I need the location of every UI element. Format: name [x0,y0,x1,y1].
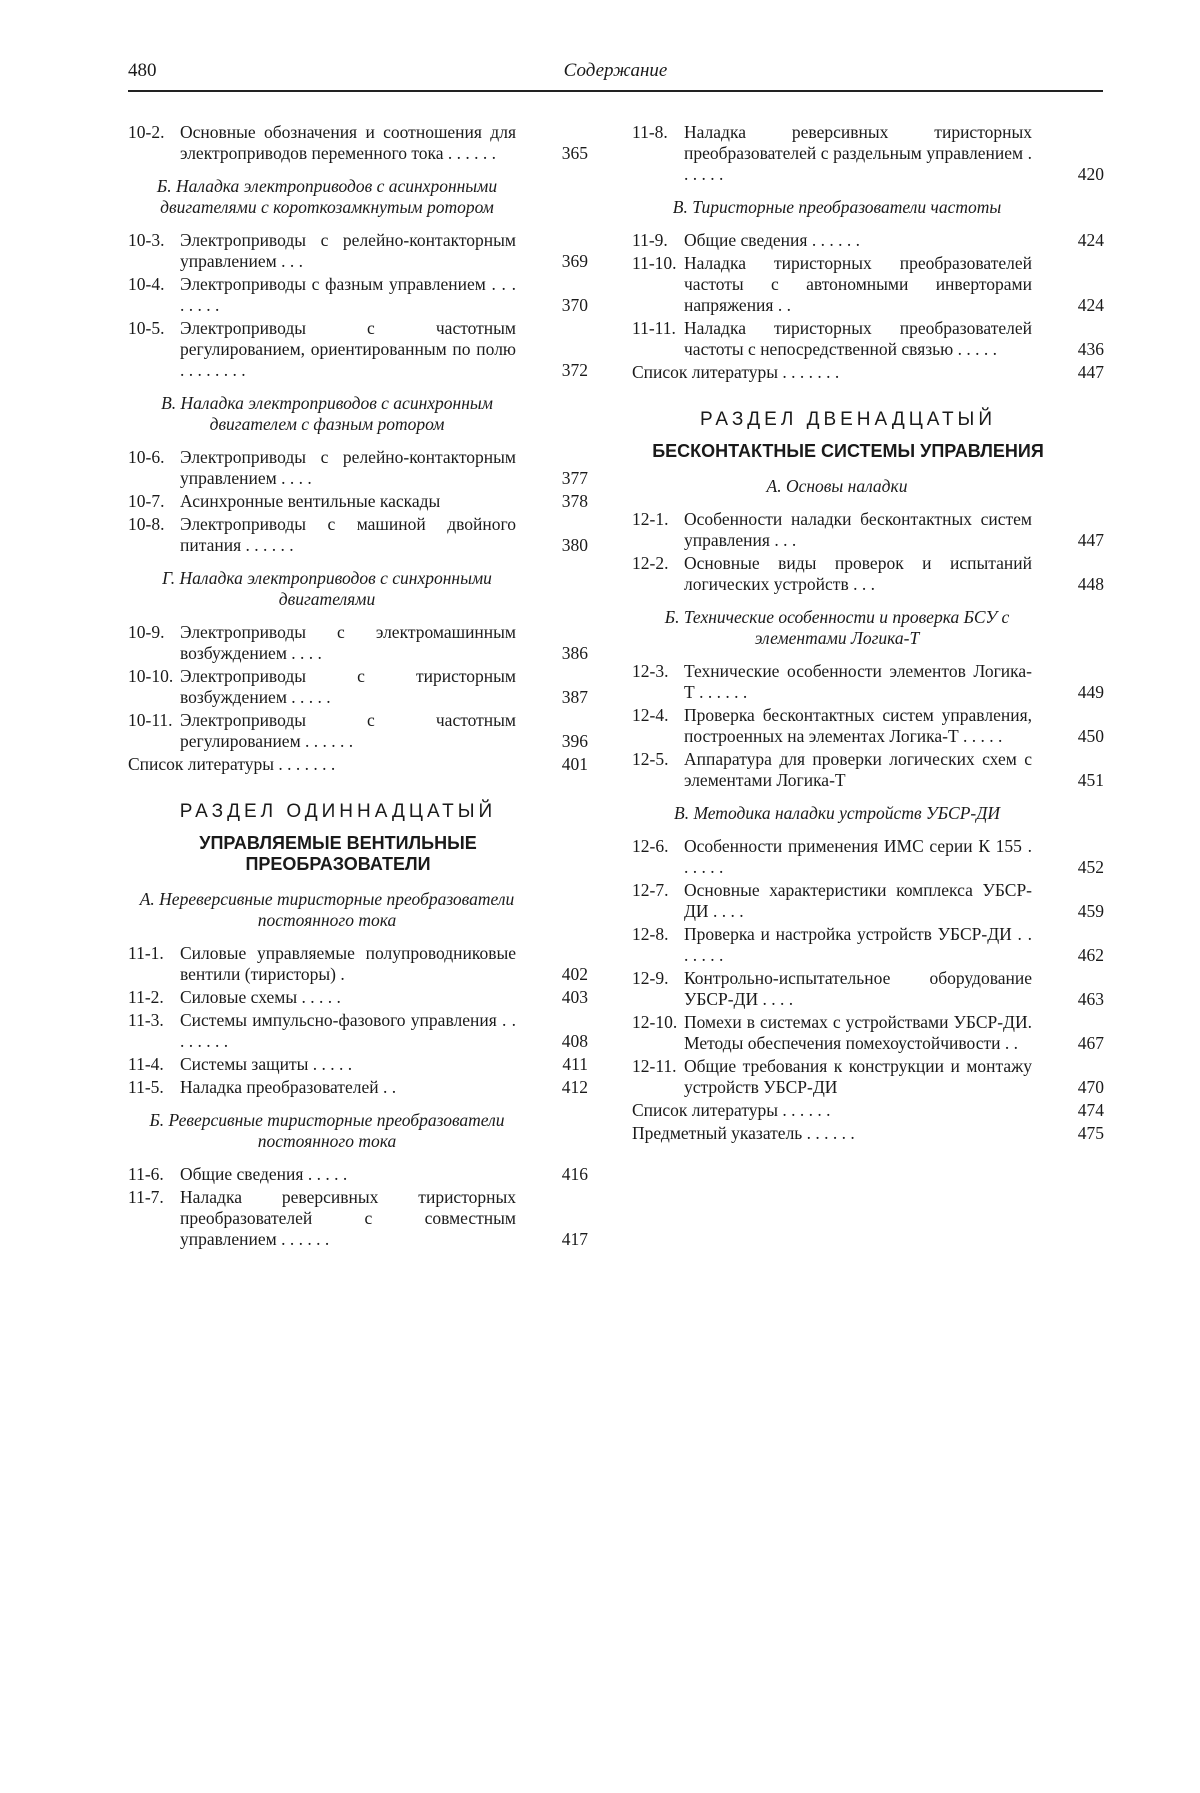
toc-entry [128,1187,588,1250]
toc-entry-title: Список литературы . . . . . . . [128,754,336,774]
toc-entry [632,553,1104,595]
toc-entry-page: 448 [1077,574,1104,594]
toc-entry-page: 467 [1077,1033,1104,1053]
toc-entry-page: 369 [561,251,588,271]
toc-entry [128,447,588,489]
toc-entry-title: Наладка тиристорных преобразователей частоты с автономными инверторами напряжения . . [684,253,1032,315]
toc-entry-number: 11-3. [128,1010,164,1030]
toc-block [128,447,588,556]
toc-entry-page: 403 [561,987,588,1007]
toc-entry [632,318,1104,360]
toc-entry-page: 370 [561,295,588,315]
toc-entry [632,880,1104,922]
toc-entry-title: Проверка бесконтактных систем управления, построенных на элементах Логика-Т . . . . . [684,705,1032,746]
toc-block [632,230,1104,383]
toc-entry [128,1164,588,1185]
toc-entry-number: 12-5. [632,749,669,769]
toc-entry-title: Список литературы . . . . . . [632,1100,831,1120]
toc-entry-title: Особенности наладки бесконтактных систем управления . . . [684,509,1032,550]
toc-entry [632,509,1104,551]
toc-entry [128,666,588,708]
toc-entry-title: Электроприводы с машиной двойного питания . . . . . . [180,514,516,555]
toc-entry-number: 10-11. [128,710,173,730]
toc-entry-page: 450 [1077,726,1104,746]
toc-entry-title: Электроприводы с электромашинным возбуждением . . . . [180,622,516,663]
toc-entry-number: 10-7. [128,491,165,511]
toc-entry-page: 452 [1077,857,1104,877]
toc-entry-page: 380 [561,535,588,555]
toc-entry-number: 11-7. [128,1187,164,1207]
toc-entry [632,1123,1104,1144]
toc-entry [128,1054,588,1075]
toc-entry-title: Основные характеристики комплекса УБСР-ДИ . . . . [684,880,1032,921]
toc-entry-title: Основные виды проверок и испытаний логических устройств . . . [684,553,1032,594]
toc-entry-number: 10-5. [128,318,165,338]
page-number: 480 [128,60,157,81]
toc-entry [632,705,1104,747]
toc-block [632,836,1104,1144]
toc-entry-number: 10-4. [128,274,165,294]
toc-entry-page: 417 [561,1229,588,1249]
toc-entry-number: 11-10. [632,253,677,273]
toc-entry-page: 451 [1077,770,1104,790]
toc-entry-number: 11-11. [632,318,676,338]
toc-block [128,122,588,164]
toc-left-column [128,122,588,1252]
toc-entry-number: 11-5. [128,1077,164,1097]
toc-entry [128,274,588,316]
toc-entry-title: Электроприводы с релейно-контакторным управлением . . . [180,230,516,271]
toc-entry-number: 11-2. [128,987,164,1007]
toc-entry-page: 396 [561,731,588,751]
toc-block [128,943,588,1098]
toc-entry-title: Наладка реверсивных тиристорных преобразователей с совместным управлением . . . . . . [180,1187,516,1249]
toc-block [632,122,1104,185]
toc-entry [632,661,1104,703]
toc-entry [128,1010,588,1052]
toc-entry-title: Наладка преобразователей . . [180,1077,397,1097]
toc-entry [128,1077,588,1098]
toc-entry [128,943,588,985]
toc-entry [128,122,588,164]
toc-entry-number: 11-8. [632,122,668,142]
toc-entry-title: Список литературы . . . . . . . [632,362,840,382]
toc-entry [128,318,588,381]
toc-subsection-heading: Б. Реверсивные тиристорные преобразователи постоянного тока [149,1110,505,1151]
toc-entry-number: 10-10. [128,666,174,686]
toc-entry-title: Аппаратура для проверки логических схем с элементами Логика-Т [684,749,1032,790]
toc-entry [632,253,1104,316]
toc-entry-number: 12-6. [632,836,669,856]
part-title: БЕСКОНТАКТНЫЕ СИСТЕМЫ УПРАВЛЕНИЯ [652,441,1044,461]
toc-entry-title: Проверка и настройка устройств УБСР-ДИ . . . . . . . [684,924,1032,965]
toc-entry-page: 447 [1077,362,1104,382]
toc-subsection-heading: А. Основы наладки [766,476,908,496]
toc-entry-title: Особенности применения ИМС серии К 155 . . . . . . [684,836,1032,877]
toc-entry-page: 447 [1077,530,1104,550]
toc-subsection-heading: В. Тиристорные преобразователи частоты [672,197,1002,217]
toc-entry [632,924,1104,966]
toc-entry-title: Системы импульсно-фазового управления . . . . . . . . [180,1010,516,1051]
toc-entry-page: 412 [561,1077,588,1097]
toc-block [632,661,1104,791]
toc-entry-title: Наладка тиристорных преобразователей частоты с непосредственной связью . . . . . [684,318,1032,359]
toc-subsection-heading: Б. Наладка электроприводов с асинхронными двигателями с короткозамкнутым ротором [156,176,498,217]
page-title: Содержание [563,60,668,81]
toc-entry-title: Общие требования к конструкции и монтажу устройств УБСР-ДИ [684,1056,1032,1097]
toc-entry-number: 12-10. [632,1012,678,1032]
toc-entry-number: 10-2. [128,122,165,142]
toc-entry-number: 11-9. [632,230,668,250]
toc-entry-number: 12-8. [632,924,669,944]
toc-entry [128,514,588,556]
toc-entry [128,754,588,775]
toc-entry-page: 475 [1077,1123,1104,1143]
toc-entry-number: 10-6. [128,447,165,467]
toc-entry-number: 12-7. [632,880,669,900]
toc-entry-number: 10-9. [128,622,165,642]
toc-entry [128,987,588,1008]
toc-entry-number: 11-4. [128,1054,164,1074]
toc-entry-page: 402 [561,964,588,984]
toc-entry-page: 462 [1077,945,1104,965]
toc-entry-page: 474 [1077,1100,1104,1120]
toc-entry-page: 378 [561,491,588,511]
toc-entry [632,1012,1104,1054]
toc-entry-page: 408 [561,1031,588,1051]
toc-entry [632,1100,1104,1121]
toc-entry-title: Предметный указатель . . . . . . [632,1123,855,1143]
toc-block [128,230,588,381]
toc-entry [632,1056,1104,1098]
toc-entry-page: 377 [561,468,588,488]
toc-entry [128,710,588,752]
toc-entry [128,230,588,272]
part-label: РАЗДЕЛ ДВЕНАДЦАТЫЙ [699,409,997,430]
toc-entry [632,968,1104,1010]
toc-subsection-heading: В. Наладка электроприводов с асинхронным двигателем с фазным ротором [161,393,493,434]
toc-entry-number: 11-1. [128,943,164,963]
part-title: УПРАВЛЯЕМЫЕ ВЕНТИЛЬНЫЕ ПРЕОБРАЗОВАТЕЛИ [199,833,477,874]
toc-entry-number: 11-6. [128,1164,164,1184]
toc-entry [632,230,1104,251]
toc-entry-page: 416 [561,1164,588,1184]
toc-entry-page: 401 [561,754,588,774]
toc-entry-title: Силовые схемы . . . . . [180,987,341,1007]
toc-entry-title: Асинхронные вентильные каскады [180,491,441,511]
toc-entry-number: 12-4. [632,705,669,725]
toc-entry-title: Технические особенности элементов Логика-Т . . . . . . [684,661,1032,702]
toc-entry-number: 10-8. [128,514,165,534]
toc-entry [632,749,1104,791]
toc-entry [128,622,588,664]
toc-entry-page: 365 [561,143,588,163]
toc-entry-title: Основные обозначения и соотношения для электроприводов переменного тока . . . . . . [180,122,516,163]
toc-entry-number: 12-1. [632,509,669,529]
toc-entry-page: 372 [561,360,588,380]
toc-entry-title: Электроприводы с частотным регулированием . . . . . . [180,710,516,751]
toc-entry-title: Электроприводы с релейно-контакторным управлением . . . . [180,447,516,488]
toc-entry [632,362,1104,383]
toc-entry-page: 420 [1077,164,1104,184]
toc-entry-title: Наладка реверсивных тиристорных преобразователей с раздельным управлением . . . . . . [684,122,1032,184]
toc-block [128,622,588,775]
toc-entry-page: 459 [1077,901,1104,921]
toc-entry-number: 12-2. [632,553,669,573]
toc-entry [632,836,1104,878]
toc-subsection-heading: А. Нереверсивные тиристорные преобразователи постоянного тока [139,889,515,930]
toc-entry-title: Электроприводы с частотным регулированием, ориентированным по полю . . . . . . . . [180,318,516,380]
toc-entry-page: 449 [1077,682,1104,702]
toc-entry-page: 411 [562,1054,588,1074]
part-label: РАЗДЕЛ ОДИННАДЦАТЫЙ [179,801,497,822]
toc-entry-page: 470 [1077,1077,1104,1097]
toc-entry-number: 12-11. [632,1056,677,1076]
toc-entry-number: 10-3. [128,230,165,250]
toc-block [632,509,1104,595]
toc-entry-title: Электроприводы с тиристорным возбуждением . . . . . [180,666,516,707]
toc-right-column [632,122,1104,1146]
toc-entry [632,122,1104,185]
toc-entry-page: 436 [1077,339,1104,359]
toc-subsection-heading: В. Методика наладки устройств УБСР-ДИ [674,803,1000,823]
toc-entry-page: 424 [1077,295,1104,315]
toc-entry-title: Общие сведения . . . . . [180,1164,348,1184]
toc-entry-title: Помехи в системах с устройствами УБСР-ДИ. Методы обеспечения помехоустойчивости . . [684,1012,1032,1053]
toc-entry-page: 387 [561,687,588,707]
toc-block [128,1164,588,1250]
toc-subsection-heading: Б. Технические особенности и проверка БСУ с элементами Логика-Т [664,607,1010,648]
page-header [128,58,1103,92]
toc-entry-number: 12-3. [632,661,669,681]
toc-entry-title: Системы защиты . . . . . [180,1054,353,1074]
toc-entry-number: 12-9. [632,968,669,988]
toc-entry [128,491,588,512]
toc-entry-page: 463 [1077,989,1104,1009]
toc-entry-title: Электроприводы с фазным управлением . . . . . . . . [180,274,516,315]
toc-entry-page: 424 [1077,230,1104,250]
toc-subsection-heading: Г. Наладка электроприводов с синхронными двигателями [162,568,492,609]
toc-entry-title: Общие сведения . . . . . . [684,230,860,250]
toc-entry-title: Силовые управляемые полупроводниковые вентили (тиристоры) . [180,943,516,984]
toc-entry-page: 386 [561,643,588,663]
toc-entry-title: Контрольно-испытательное оборудование УБСР-ДИ . . . . [684,968,1032,1009]
